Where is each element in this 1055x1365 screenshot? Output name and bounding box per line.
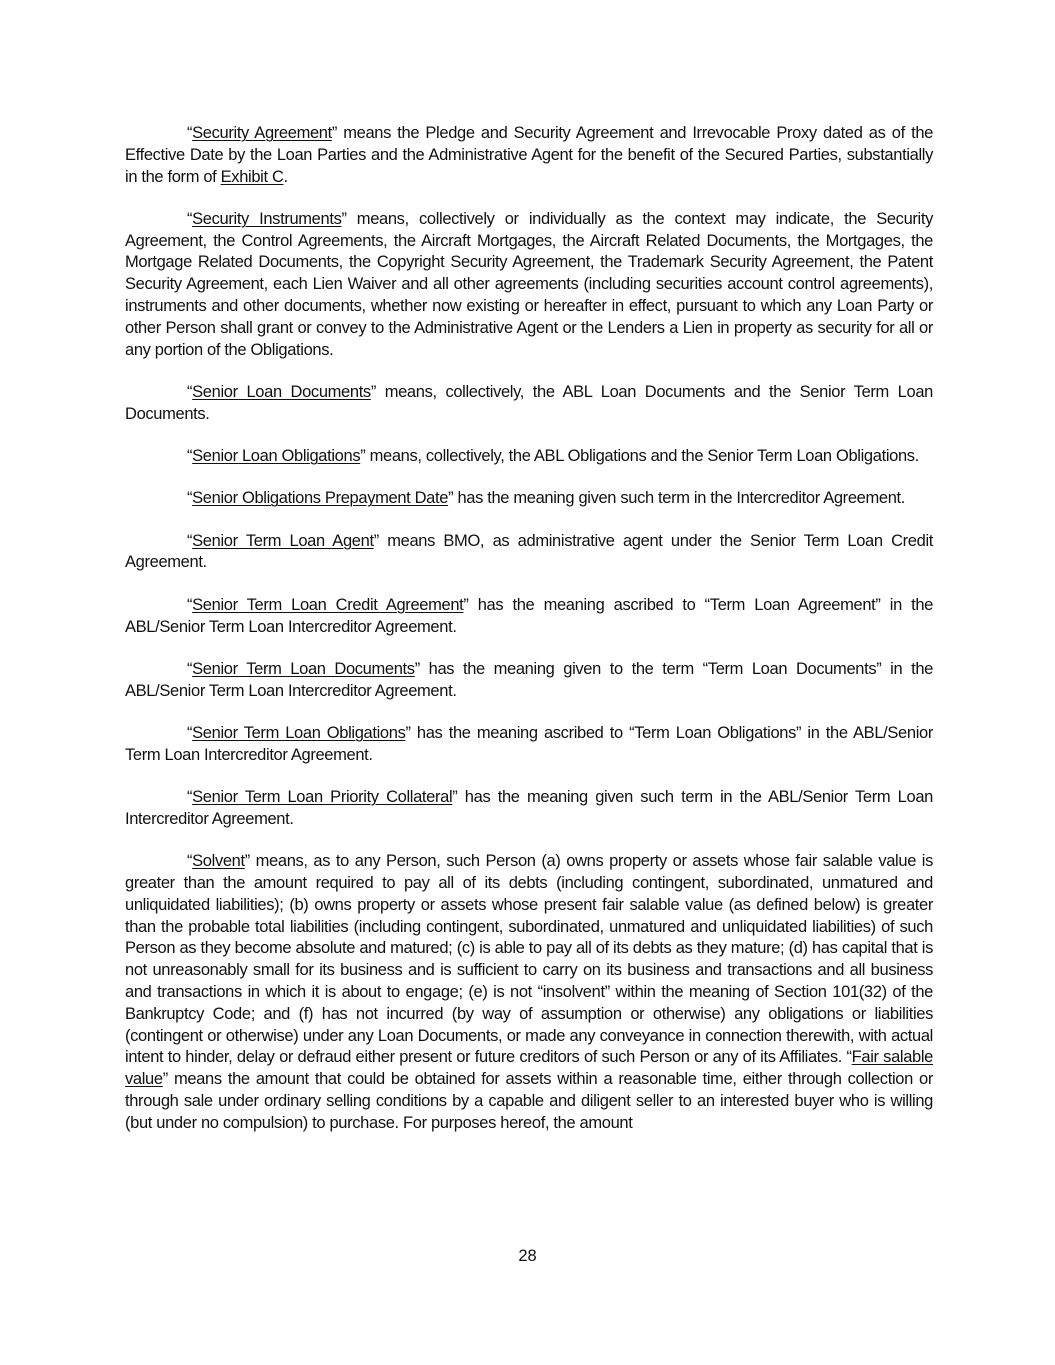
defined-term: Senior Term Loan Obligations — [192, 723, 406, 742]
definition-senior-loan-obligations — [125, 446, 933, 468]
definition-security-agreement — [125, 123, 933, 188]
defined-term: Solvent — [192, 852, 245, 871]
definition-solvent — [125, 851, 933, 1134]
definition-text-end: . — [283, 167, 288, 186]
exhibit-reference: Exhibit C — [220, 167, 284, 186]
defined-term: Senior Term Loan Priority Collateral — [192, 788, 453, 807]
defined-term: Senior Obligations Prepayment Date — [192, 489, 449, 508]
definition-senior-term-loan-agent — [125, 531, 933, 575]
definition-text: ” means, as to any Person, such Person (a) owns property or assets whose fair salable value is greater than the amount required to pay all of its debts (including contingent, subordinated, unmatured and unliquidated liabilities); (b) owns property or assets whose present fair salable value (as defined below) is greater than the probable total liabilities (including contingent, subordinated, unmatured and unliquidated liabilities) of such Person as they become absolute and matured; (c) is able to pay all of its debts as they mature; (d) has capital that is not unreasonably small for its business and is sufficient to carry on its business and transactions and all business and transactions in which it is about to engage; (e) is not “insolvent” within the meaning of Section 101(32) of the Bankruptcy Code; and (f) has not incurred (by way of assumption or otherwise) any obligations or liabilities (contingent or otherwise) under any Loan Documents, or made any conveyance in connection therewith, with actual intent to hinder, delay or defraud either present or future creditors of such Person or any of its Affiliates. “ — [125, 852, 933, 1067]
definition-senior-term-loan-obligations — [125, 723, 933, 767]
definition-text: ” has the meaning given such term in the Intercreditor Agreement. — [448, 489, 905, 508]
definition-text: ” has the meaning given to the term “Term Loan Documents” in the ABL/Senior Term Loan Intercreditor Agreement. — [125, 659, 933, 700]
definition-senior-term-loan-priority-collateral — [125, 787, 933, 831]
definition-text: ” means, collectively, the ABL Loan Documents and the Senior Term Loan Documents. — [125, 382, 933, 423]
open-quote: “ — [187, 723, 193, 742]
open-quote: “ — [187, 852, 193, 871]
open-quote: “ — [187, 124, 193, 142]
open-quote: “ — [187, 531, 193, 550]
defined-term: Senior Loan Documents — [192, 382, 371, 401]
definition-text: ” has the meaning given such term in the ABL/Senior Term Loan Intercreditor Agreement. — [125, 788, 933, 828]
defined-term: Senior Loan Obligations — [192, 447, 361, 466]
definition-text: ” has the meaning ascribed to “Term Loan Agreement” in the ABL/Senior Term Loan Intercreditor Agreement. — [125, 595, 933, 636]
open-quote: “ — [187, 447, 193, 466]
defined-term: Senior Term Loan Agent — [192, 531, 374, 550]
defined-term: Security Agreement — [192, 124, 332, 142]
definition-security-instruments — [125, 209, 933, 362]
open-quote: “ — [187, 382, 193, 401]
document-page — [125, 123, 933, 1134]
defined-term: Security Instruments — [192, 209, 342, 228]
open-quote: “ — [187, 595, 193, 614]
defined-subterm: Fair salable value — [125, 1048, 934, 1089]
definition-senior-term-loan-credit-agreement — [125, 595, 933, 639]
definition-text: ” means, collectively, the ABL Obligations and the Senior Term Loan Obligations. — [360, 447, 919, 466]
definition-senior-obligations-prepayment-date — [125, 488, 933, 510]
defined-term: Senior Term Loan Credit Agreement — [192, 595, 464, 614]
open-quote: “ — [187, 788, 193, 807]
open-quote: “ — [187, 209, 193, 228]
definition-text: ” means BMO, as administrative agent under the Senior Term Loan Credit Agreement. — [125, 531, 934, 572]
defined-term: Senior Term Loan Documents — [192, 659, 415, 678]
open-quote: “ — [187, 659, 193, 678]
definition-text: ” means, collectively or individually as the context may indicate, the Security Agreement, the Control Agreements, the Aircraft Mortgages, the Aircraft Related Documents, the Mortgages, the Mortgage Related Documents, the Copyright Security Agreement, the Trademark Security Agreement, the Patent Security Agreement, each Lien Waiver and all other agreements (including securities account control agreements), instruments and other documents, whether now existing or hereafter in effect, pursuant to which any Loan Party or other Person shall grant or convey to the Administrative Agent or the Lenders a Lien in property as security for all or any portion of the Obligations. — [125, 209, 933, 359]
definition-text: ” has the meaning ascribed to “Term Loan Obligations” in the ABL/Senior Term Loan Intercreditor Agreement. — [125, 723, 933, 764]
definition-senior-loan-documents — [125, 382, 933, 426]
definition-text-end: ” means the amount that could be obtained for assets within a reasonable time, either through collection or through sale under ordinary selling conditions by a capable and diligent seller to an interested buyer who is willing (but under no compulsion) to purchase. For purposes hereof, the amount — [125, 1070, 933, 1132]
definition-senior-term-loan-documents — [125, 659, 933, 703]
page-number: 28 — [518, 1247, 537, 1265]
definition-text: ” means the Pledge and Security Agreement and Irrevocable Proxy dated as of the Effective Date by the Loan Parties and the Administrative Agent for the benefit of the Secured Parties, substantially in the form of — [125, 124, 933, 186]
open-quote: “ — [187, 489, 193, 508]
